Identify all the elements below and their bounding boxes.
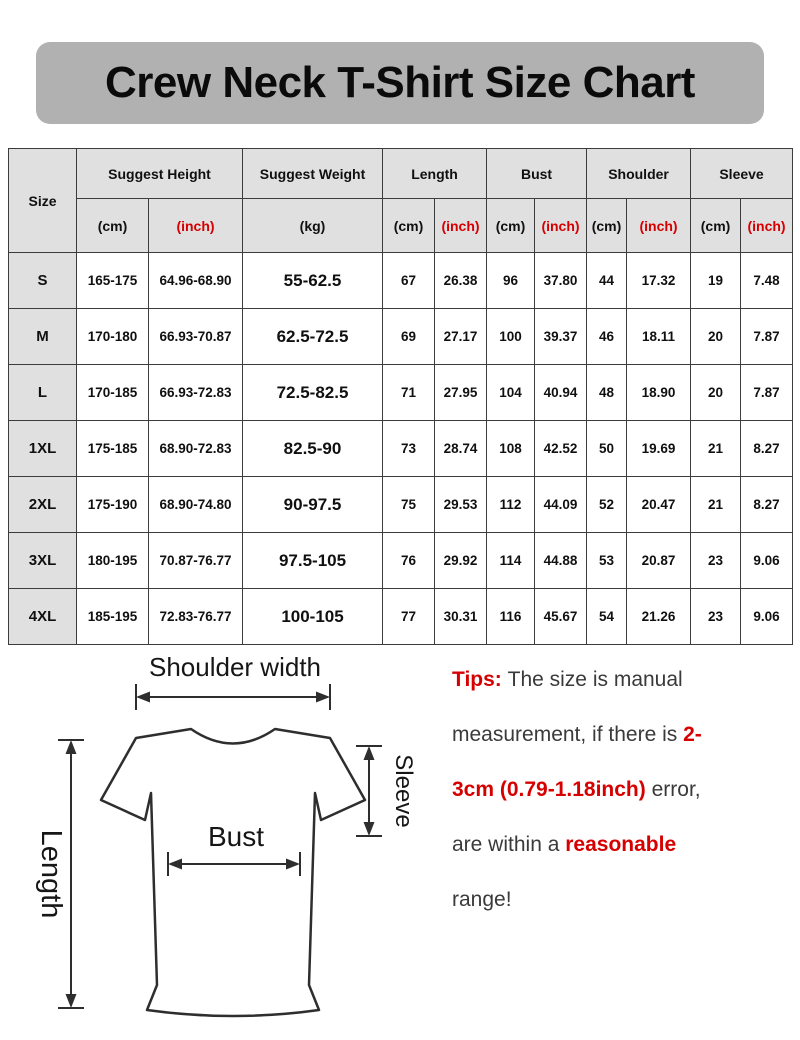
table-cell: 73 (383, 421, 435, 477)
size-cell: M (9, 309, 77, 365)
table-cell: 50 (587, 421, 627, 477)
table-cell: 71 (383, 365, 435, 421)
tips-segment: The size is manual (507, 668, 683, 691)
table-cell: 30.31 (435, 589, 487, 645)
table-cell: 20 (691, 365, 741, 421)
col-header-suggest-weight: Suggest Weight (243, 149, 383, 199)
tips-line (452, 762, 797, 817)
tips-segment: measurement, if there is (452, 723, 684, 746)
col-header-bust: Bust (487, 149, 587, 199)
unit-header-shoulder-inch: (inch) (627, 199, 691, 253)
table-cell: 42.52 (535, 421, 587, 477)
table-cell: 72.83-76.77 (149, 589, 243, 645)
col-header-size: Size (9, 149, 77, 253)
table-row (9, 421, 793, 477)
table-cell: 175-185 (77, 421, 149, 477)
table-cell: 18.11 (627, 309, 691, 365)
table-cell: 19.69 (627, 421, 691, 477)
unit-header-bust-cm: (cm) (487, 199, 535, 253)
tips-line (452, 872, 797, 927)
table-cell: 100 (487, 309, 535, 365)
unit-header-length-inch: (inch) (435, 199, 487, 253)
table-cell: 40.94 (535, 365, 587, 421)
col-header-shoulder: Shoulder (587, 149, 691, 199)
unit-header-height-inch: (inch) (149, 199, 243, 253)
col-header-sleeve: Sleeve (691, 149, 793, 199)
size-cell: 4XL (9, 589, 77, 645)
tips-highlight: 3cm (0.79-1.18inch) (452, 778, 646, 801)
table-cell: 7.87 (741, 365, 793, 421)
table-cell: 29.53 (435, 477, 487, 533)
table-cell: 9.06 (741, 533, 793, 589)
size-cell: 2XL (9, 477, 77, 533)
table-row (9, 309, 793, 365)
table-row (9, 253, 793, 309)
tips-highlight: 2- (683, 723, 702, 746)
table-cell: 9.06 (741, 589, 793, 645)
table-cell: 20.47 (627, 477, 691, 533)
table-cell: 170-185 (77, 365, 149, 421)
table-cell: 17.32 (627, 253, 691, 309)
table-cell: 66.93-72.83 (149, 365, 243, 421)
tips-highlight: Tips: (452, 668, 508, 691)
table-cell: 185-195 (77, 589, 149, 645)
table-row (9, 477, 793, 533)
table-cell: 45.67 (535, 589, 587, 645)
tshirt-outline (101, 729, 365, 1016)
table-cell: 52 (587, 477, 627, 533)
table-cell: 29.92 (435, 533, 487, 589)
table-cell: 62.5-72.5 (243, 309, 383, 365)
shoulder-width-arrow (136, 684, 330, 710)
table-cell: 64.96-68.90 (149, 253, 243, 309)
table-cell: 26.38 (435, 253, 487, 309)
table-cell: 7.48 (741, 253, 793, 309)
unit-header-length-cm: (cm) (383, 199, 435, 253)
table-cell: 44.88 (535, 533, 587, 589)
col-header-suggest-height: Suggest Height (77, 149, 243, 199)
table-header-row-groups (9, 149, 793, 199)
tips-block (452, 652, 797, 927)
tshirt-diagram (18, 650, 438, 1040)
table-cell: 67 (383, 253, 435, 309)
table-cell: 82.5-90 (243, 421, 383, 477)
size-table (8, 148, 793, 645)
table-cell: 70.87-76.77 (149, 533, 243, 589)
unit-header-shoulder-cm: (cm) (587, 199, 627, 253)
tips-segment: are within a (452, 833, 566, 856)
table-cell: 54 (587, 589, 627, 645)
table-cell: 7.87 (741, 309, 793, 365)
shoulder-width-label: Shoulder width (149, 652, 321, 682)
unit-header-height-cm: (cm) (77, 199, 149, 253)
table-cell: 77 (383, 589, 435, 645)
table-cell: 72.5-82.5 (243, 365, 383, 421)
table-cell: 28.74 (435, 421, 487, 477)
size-cell: 3XL (9, 533, 77, 589)
table-cell: 75 (383, 477, 435, 533)
table-cell: 21 (691, 477, 741, 533)
table-cell: 44 (587, 253, 627, 309)
size-table-body (9, 253, 793, 645)
size-cell: S (9, 253, 77, 309)
table-cell: 170-180 (77, 309, 149, 365)
table-cell: 20.87 (627, 533, 691, 589)
table-cell: 90-97.5 (243, 477, 383, 533)
table-cell: 48 (587, 365, 627, 421)
table-cell: 180-195 (77, 533, 149, 589)
table-cell: 23 (691, 533, 741, 589)
unit-header-weight-kg: (kg) (243, 199, 383, 253)
tips-line (452, 707, 797, 762)
col-header-length: Length (383, 149, 487, 199)
table-cell: 18.90 (627, 365, 691, 421)
table-cell: 44.09 (535, 477, 587, 533)
table-cell: 20 (691, 309, 741, 365)
table-cell: 8.27 (741, 477, 793, 533)
tips-line (452, 817, 797, 872)
size-table-header (9, 149, 793, 253)
size-cell: 1XL (9, 421, 77, 477)
size-cell: L (9, 365, 77, 421)
table-cell: 8.27 (741, 421, 793, 477)
table-cell: 116 (487, 589, 535, 645)
tips-line (452, 652, 797, 707)
sleeve-label: Sleeve (390, 754, 417, 828)
page-title: Crew Neck T-Shirt Size Chart (105, 58, 695, 107)
table-cell: 55-62.5 (243, 253, 383, 309)
table-cell: 112 (487, 477, 535, 533)
table-row (9, 533, 793, 589)
unit-header-sleeve-inch: (inch) (741, 199, 793, 253)
table-cell: 175-190 (77, 477, 149, 533)
table-cell: 69 (383, 309, 435, 365)
table-cell: 46 (587, 309, 627, 365)
table-cell: 37.80 (535, 253, 587, 309)
tips-segment: range! (452, 888, 512, 911)
tips-highlight: reasonable (565, 833, 677, 856)
table-row (9, 365, 793, 421)
title-banner (36, 42, 764, 124)
table-cell: 66.93-70.87 (149, 309, 243, 365)
table-cell: 53 (587, 533, 627, 589)
table-row (9, 589, 793, 645)
table-cell: 19 (691, 253, 741, 309)
table-cell: 21 (691, 421, 741, 477)
table-cell: 27.17 (435, 309, 487, 365)
table-cell: 108 (487, 421, 535, 477)
table-cell: 165-175 (77, 253, 149, 309)
table-cell: 68.90-74.80 (149, 477, 243, 533)
table-cell: 97.5-105 (243, 533, 383, 589)
unit-header-bust-inch: (inch) (535, 199, 587, 253)
tips-segment: error, (645, 778, 701, 801)
unit-header-sleeve-cm: (cm) (691, 199, 741, 253)
table-cell: 68.90-72.83 (149, 421, 243, 477)
length-label: Length (35, 829, 67, 919)
table-cell: 23 (691, 589, 741, 645)
table-cell: 27.95 (435, 365, 487, 421)
table-cell: 39.37 (535, 309, 587, 365)
table-header-row-units (9, 199, 793, 253)
table-cell: 21.26 (627, 589, 691, 645)
table-cell: 96 (487, 253, 535, 309)
table-cell: 100-105 (243, 589, 383, 645)
bust-label: Bust (207, 821, 265, 852)
table-cell: 114 (487, 533, 535, 589)
table-cell: 76 (383, 533, 435, 589)
table-cell: 104 (487, 365, 535, 421)
